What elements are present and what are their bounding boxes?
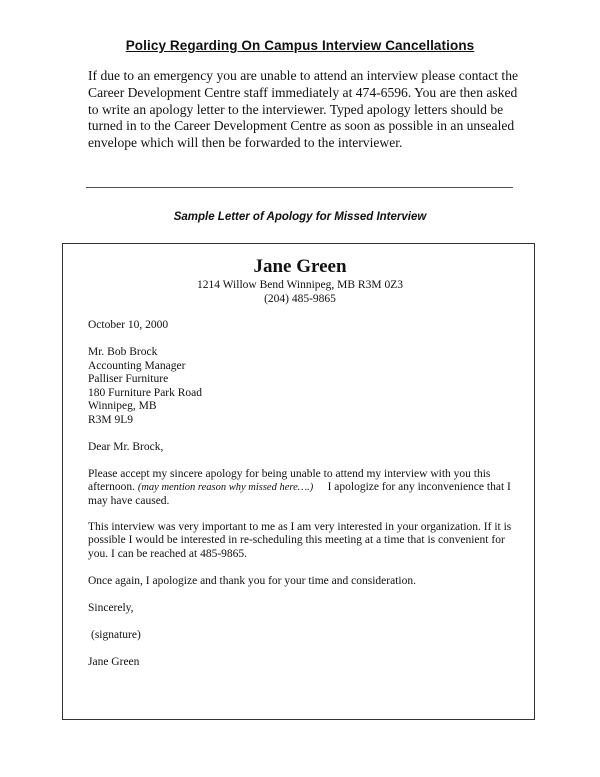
recipient-line: Mr. Bob Brock <box>88 346 158 358</box>
policy-title: Policy Regarding On Campus Interview Cancellations <box>125 38 475 53</box>
recipient-line: 180 Furniture Park Road <box>88 387 203 399</box>
signature: (signature) <box>91 629 141 641</box>
letter-paragraph-1 <box>88 468 518 508</box>
letter-paragraph-3: Once again, I apologize and thank you for your time and consideration. <box>88 575 416 587</box>
signoff-name: Jane Green <box>88 656 140 668</box>
recipient-line: Winnipeg, MB <box>88 400 157 412</box>
closing: Sincerely, <box>88 602 134 614</box>
recipient-line: Palliser Furniture <box>88 373 169 385</box>
sample-letter-title: Sample Letter of Apology for Missed Interview <box>173 211 427 223</box>
sender-address: 1214 Willow Bend Winnipeg, MB R3M 0Z3 <box>197 279 403 291</box>
sender-phone: (204) 485-9865 <box>264 293 336 305</box>
policy-paragraph: If due to an emergency you are unable to attend an interview please contact the Career Development Centre staff immediately at 474-6596. You are then asked to write an apology letter to the interviewer. Typed apology letters should be turned in to the Career Development Centre as soon as possible in an unsealed envelope which will then be forwarded to the interviewer. <box>88 68 519 151</box>
letter-date: October 10, 2000 <box>88 319 169 331</box>
paragraph-1-text: Please accept my sincere apology for being unable to attend my interview with you this afternoon. <box>88 468 491 494</box>
divider <box>86 187 513 188</box>
salutation: Dear Mr. Brock, <box>88 441 164 453</box>
reason-note: (may mention reason why missed here….) <box>137 482 314 494</box>
recipient-line: R3M 9L9 <box>88 414 134 426</box>
sender-name: Jane Green <box>253 256 347 277</box>
recipient-line: Accounting Manager <box>88 360 186 372</box>
paragraph-1-text-end: I apologize for any inconvenience that I may have caused. <box>88 481 511 507</box>
letter-paragraph-2: This interview was very important to me as I am very interested in your organization. If it is possible I would be interested in re-scheduling this meeting at a time that is convenient for you. I can be reached at 485-9865. <box>88 521 512 560</box>
